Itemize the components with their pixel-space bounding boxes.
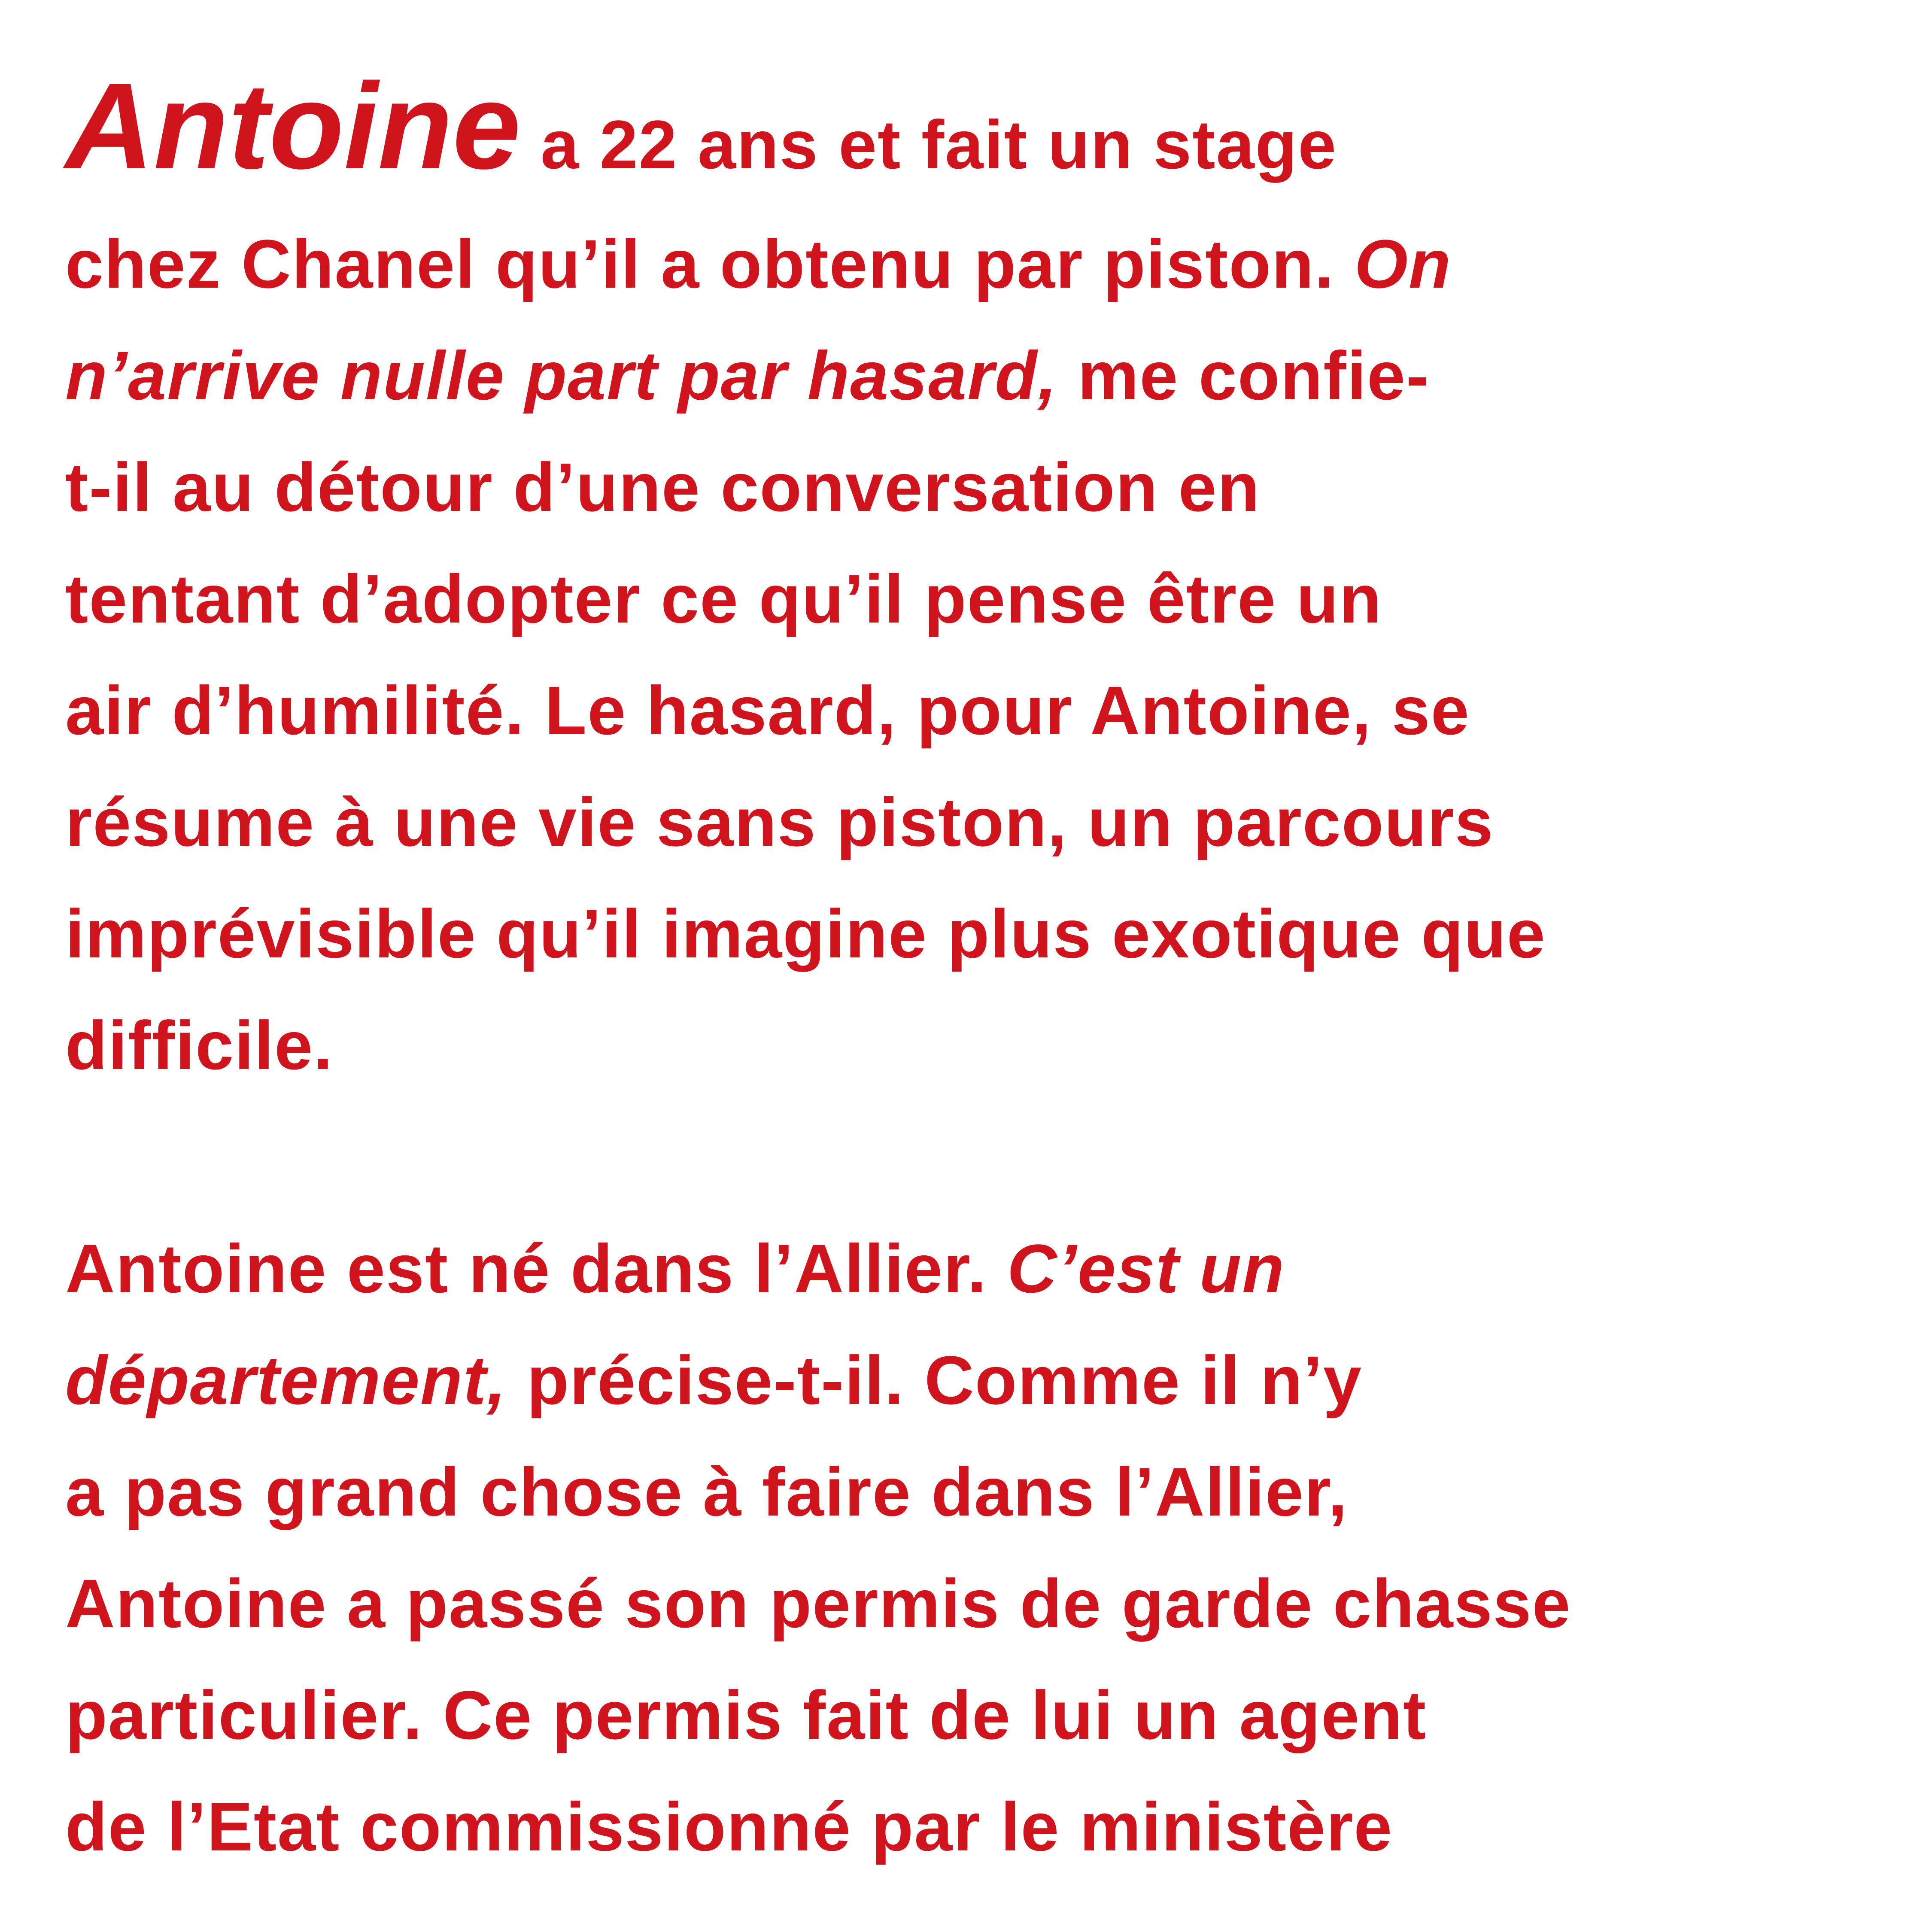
p2-line-2 (65, 1342, 1362, 1419)
p2-line-3-seg-1: a pas grand chose à faire dans l’Allier, (65, 1453, 1348, 1530)
p2-line-1-seg-2: C’est un (1007, 1230, 1285, 1307)
p1-line-1-seg-1: Antoine (65, 58, 521, 194)
p1-line-5 (65, 560, 1382, 637)
p1-line-8 (65, 895, 1546, 972)
p1-line-5-seg-1: tentant d’adopter ce qu’il pense être un (65, 560, 1382, 637)
p2-line-6-seg-1: de l’Etat commissionné par le ministère (65, 1788, 1393, 1865)
p2-line-4-seg-1: Antoine a passé son permis de garde chasse (65, 1565, 1571, 1642)
p1-line-1-seg-2: a 22 ans et fait un stage (520, 106, 1337, 183)
p1-line-4 (65, 449, 1261, 526)
p1-line-3-seg-2: me confie- (1057, 337, 1430, 414)
p1-line-1 (65, 58, 1337, 194)
p1-line-4-seg-1: t-il au détour d’une conversation en (65, 449, 1261, 526)
p2-line-5 (65, 1677, 1427, 1753)
p1-line-3-seg-1: n’arrive nulle part par hasard, (65, 337, 1058, 414)
p1-line-7-seg-1: résume à une vie sans piston, un parcours (65, 784, 1494, 860)
p2-line-2-seg-2: précise-t-il. Comme il n’y (507, 1342, 1362, 1419)
p2-line-6 (65, 1788, 1393, 1865)
p1-line-9 (65, 1007, 334, 1084)
p1-line-6 (65, 672, 1470, 749)
p2-line-1 (65, 1230, 1285, 1307)
p1-line-9-seg-1: difficile. (65, 1007, 334, 1084)
p2-line-4 (65, 1565, 1571, 1642)
p2-line-3 (65, 1453, 1348, 1530)
p1-line-2-seg-2: On (1354, 225, 1452, 302)
p2-line-5-seg-1: particulier. Ce permis fait de lui un agent (65, 1677, 1427, 1753)
p1-line-6-seg-1: air d’humilité. Le hasard, pour Antoine, se (65, 672, 1470, 749)
p1-line-7 (65, 784, 1494, 860)
p1-line-2-seg-1: chez Chanel qu’il a obtenu par piston. (65, 225, 1355, 302)
p1-line-2 (65, 225, 1452, 302)
p2-line-1-seg-1: Antoine est né dans l’Allier. (65, 1230, 1007, 1307)
p2-line-2-seg-1: département, (65, 1342, 507, 1419)
p1-line-8-seg-1: imprévisible qu’il imagine plus exotique que (65, 895, 1546, 972)
p1-line-3 (65, 337, 1430, 414)
